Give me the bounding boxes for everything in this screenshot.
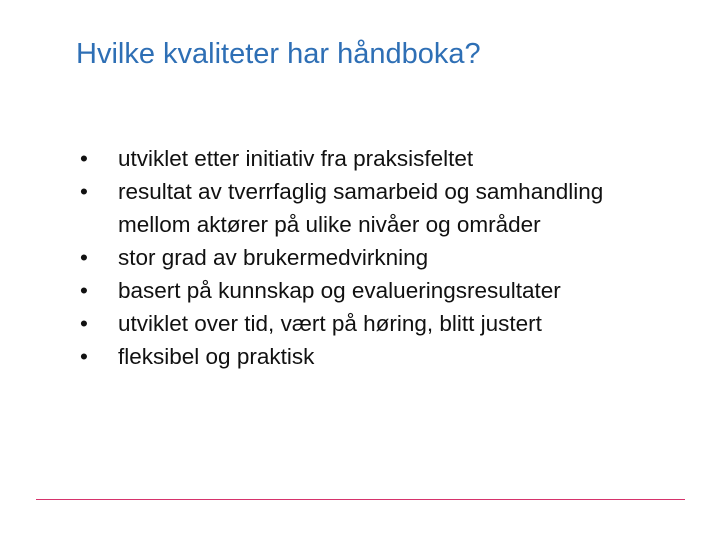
bullet-item	[78, 340, 678, 373]
bullet-text: resultat av tverrfaglig samarbeid og samhandling mellom aktører på ulike nivåer og områder	[118, 179, 604, 237]
bullet-text: basert på kunnskap og evalueringsresultater	[118, 278, 561, 303]
bullet-dot-icon: •	[80, 245, 88, 270]
bullet-item	[78, 307, 678, 340]
bullet-dot-icon: •	[80, 278, 88, 303]
footer-divider	[36, 499, 685, 500]
bullet-dot-icon: •	[80, 344, 88, 369]
bullet-text: stor grad av brukermedvirkning	[118, 245, 429, 270]
bullet-item	[78, 175, 678, 241]
bullet-dot-icon: •	[80, 179, 88, 204]
bullet-item	[78, 241, 678, 274]
bullet-dot-icon: •	[80, 311, 88, 336]
slide-title: Hvilke kvaliteter har håndboka?	[76, 38, 481, 70]
bullet-item	[78, 274, 678, 307]
bullet-item	[78, 142, 678, 175]
bullet-text: utviklet etter initiativ fra praksisfeltet	[118, 146, 474, 171]
bullet-text: fleksibel og praktisk	[118, 344, 315, 369]
bullet-list	[78, 142, 678, 373]
bullet-dot-icon: •	[80, 146, 88, 171]
bullet-text: utviklet over tid, vært på høring, blitt justert	[118, 311, 542, 336]
